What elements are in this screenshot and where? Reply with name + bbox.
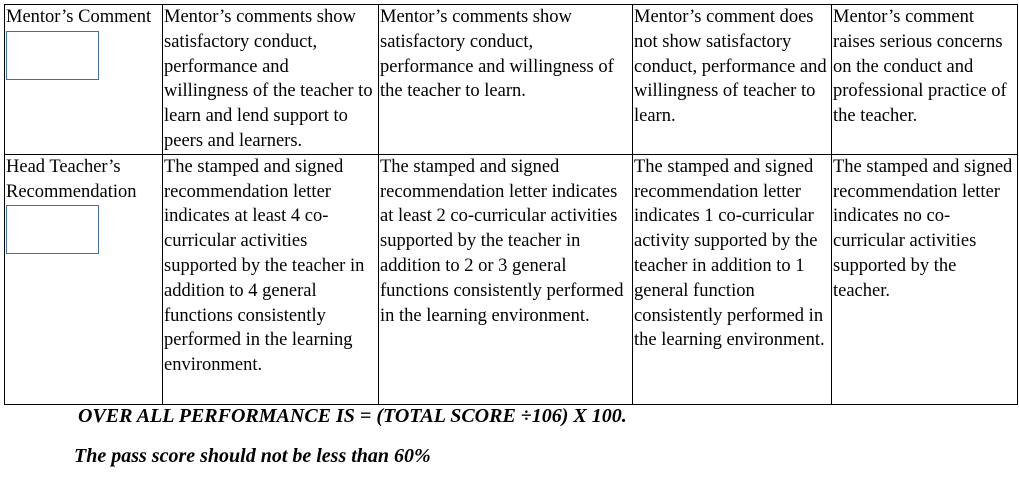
mentor-comment-label-cell bbox=[5, 5, 163, 155]
criteria-cell: The stamped and signed recommendation letter indicates at least 4 co-curricular activities supported by the teacher in addition to 4 general functions consistently performed in the learning environment. bbox=[163, 154, 379, 404]
assessment-rubric-table bbox=[4, 4, 1018, 405]
head-teacher-recommendation-row bbox=[5, 154, 1018, 404]
criteria-cell: The stamped and signed recommendation letter indicates no co-curricular activities supported by the teacher. bbox=[832, 154, 1018, 404]
pass-score-note: The pass score should not be less than 60% bbox=[74, 445, 431, 467]
criteria-cell: Mentor’s comments show satisfactory conduct, performance and willingness of the teacher to learn. bbox=[379, 5, 633, 155]
criteria-cell: Mentor’s comments show satisfactory conduct, performance and willingness of the teacher to learn and lend support to peers and learners. bbox=[163, 5, 379, 155]
criteria-cell: The stamped and signed recommendation letter indicates at least 2 co-curricular activities supported by the teacher in addition to 2 or 3 general functions consistently performed in the learning environment. bbox=[379, 154, 633, 404]
row-label: Mentor’s Comment bbox=[6, 7, 152, 27]
criteria-cell: Mentor’s comment raises serious concerns on the conduct and professional practice of the teacher. bbox=[832, 5, 1018, 155]
criteria-cell: The stamped and signed recommendation letter indicates 1 co-curricular activity supported by the teacher in addition to 1 general function consistently performed in the learning environment. bbox=[633, 154, 832, 404]
head-teacher-label-cell bbox=[5, 154, 163, 404]
overall-performance-formula: OVER ALL PERFORMANCE IS = (TOTAL SCORE ÷106) X 100. bbox=[78, 405, 627, 427]
criteria-cell: Mentor’s comment does not show satisfactory conduct, performance and willingness of teacher to learn. bbox=[633, 5, 832, 155]
row-label: Head Teacher’s Recommendation bbox=[6, 156, 137, 202]
head-teacher-score-input-box[interactable] bbox=[6, 205, 99, 254]
mentor-comment-row bbox=[5, 5, 1018, 155]
mentor-score-input-box[interactable] bbox=[6, 31, 99, 80]
